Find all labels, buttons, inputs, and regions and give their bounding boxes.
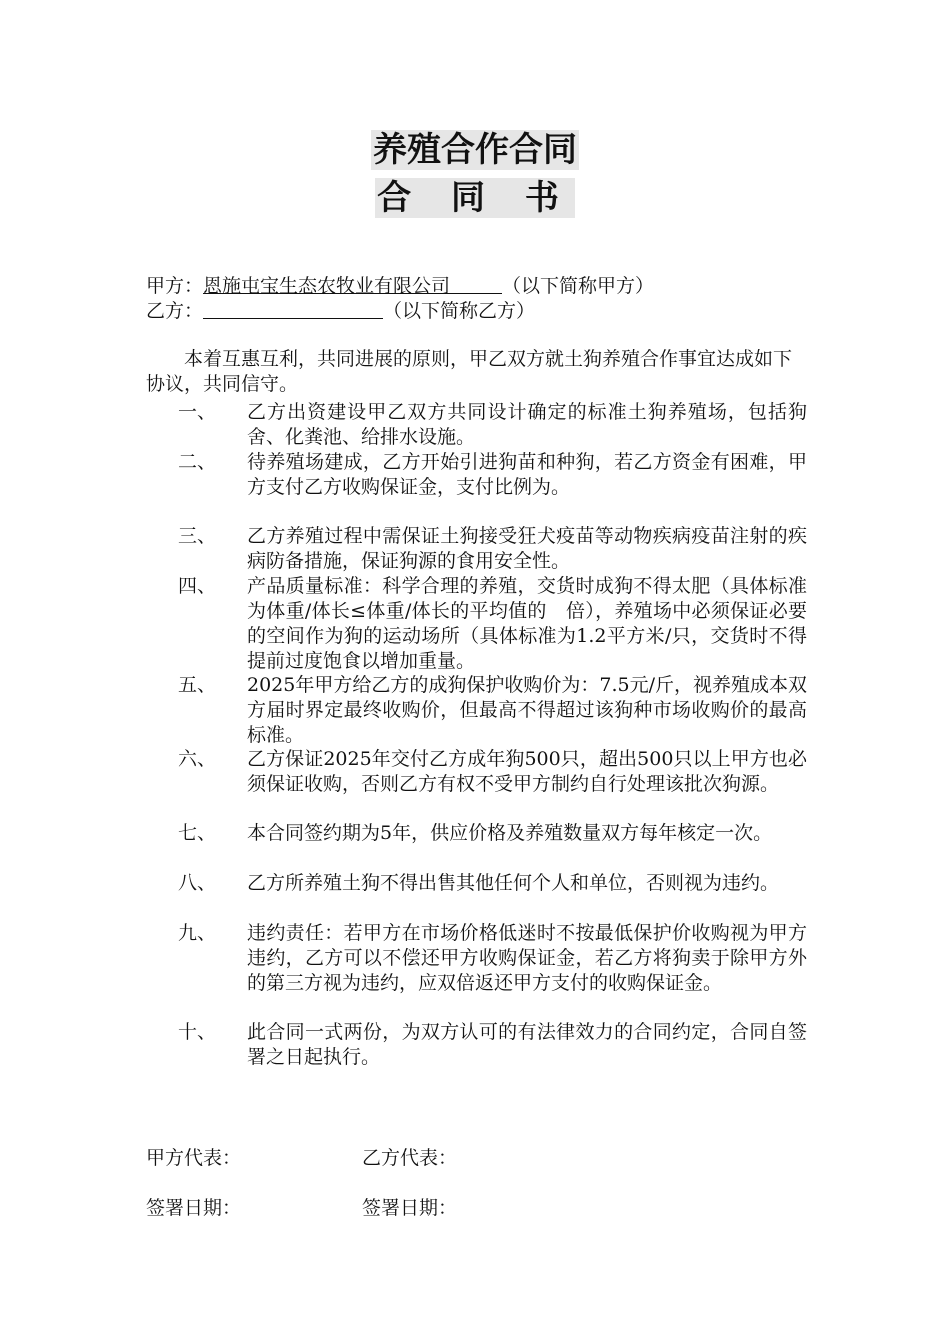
clause-text: 产品质量标准：科学合理的养殖，交货时成狗不得太肥（具体标准为体重/体长≤体重/体长的平均值的 倍），养殖场中必须保证必要的空间作为狗的运动场所（具体标准为1.2平方米/只，交货时不得提前过度饱食以增加重量。 xyxy=(247,575,807,672)
party-b-line xyxy=(146,298,535,324)
clause-number: 九、 xyxy=(178,922,217,944)
document-subtitle: 合 同 书 xyxy=(377,178,573,218)
document-title: 养殖合作合同 xyxy=(373,130,577,170)
party-a-blank xyxy=(450,273,502,294)
clause-number: 十、 xyxy=(178,1021,217,1043)
party-b-name-blank xyxy=(203,298,383,319)
clause-number: 五、 xyxy=(178,674,217,696)
party-a-representative-label: 甲方代表： xyxy=(146,1147,242,1169)
clause-text: 乙方所养殖土狗不得出售其他任何个人和单位，否则视为违约。 xyxy=(247,872,780,894)
clause-text: 乙方保证2025年交付乙方成年狗500只，超出500只以上甲方也必须保证收购，否则乙方有权不受甲方制约自行处理该批次狗源。 xyxy=(247,748,807,795)
party-a-sign-date-label: 签署日期： xyxy=(146,1197,242,1219)
clause-text: 2025年甲方给乙方的成狗保护收购价为：7.5元/斤，视养殖成本双方届时界定最终收购价，但最高不得超过该狗种市场收购价的最高标准。 xyxy=(247,674,807,746)
intro-paragraph: 本着互惠互利，共同进展的原则，甲乙双方就土狗养殖合作事宜达成如下协议，共同信守。 xyxy=(146,348,793,395)
clause-number: 七、 xyxy=(178,822,217,844)
clause-number: 四、 xyxy=(178,575,217,597)
party-b-label: 乙方： xyxy=(146,300,204,322)
clause-number: 二、 xyxy=(178,451,217,473)
clause-number: 八、 xyxy=(178,872,217,894)
party-b-suffix: （以下简称乙方） xyxy=(383,300,536,322)
party-b-sign-date-label: 签署日期： xyxy=(362,1197,458,1219)
clause-text: 待养殖场建成，乙方开始引进狗苗和种狗，若乙方资金有困难，甲方支付乙方收购保证金，支付比例为。 xyxy=(247,451,807,498)
party-a-name: 恩施屯宝生态农牧业有限公司 xyxy=(203,275,451,297)
clause-number: 一、 xyxy=(178,401,217,423)
party-a-suffix: （以下简称甲方） xyxy=(502,275,655,297)
clause-number: 六、 xyxy=(178,748,217,770)
party-a-line xyxy=(146,273,654,299)
clause-text: 违约责任：若甲方在市场价格低迷时不按最低保护价收购视为甲方违约，乙方可以不偿还甲方收购保证金，若乙方将狗卖于除甲方外的第三方视为违约，应双倍返还甲方支付的收购保证金。 xyxy=(247,922,807,994)
clause-text: 乙方养殖过程中需保证土狗接受狂犬疫苗等动物疾病疫苗注射的疾病防备措施，保证狗源的食用安全性。 xyxy=(247,525,807,572)
clause-text: 本合同签约期为5年，供应价格及养殖数量双方每年核定一次。 xyxy=(247,822,773,844)
clause-number: 三、 xyxy=(178,525,217,547)
clause-text: 此合同一式两份，为双方认可的有法律效力的合同约定，合同自签署之日起执行。 xyxy=(247,1021,807,1068)
party-b-representative-label: 乙方代表： xyxy=(362,1147,458,1169)
party-a-label: 甲方： xyxy=(146,275,204,297)
clause-text: 乙方出资建设甲乙双方共同设计确定的标准土狗养殖场，包括狗舍、化粪池、给排水设施。 xyxy=(247,401,807,448)
